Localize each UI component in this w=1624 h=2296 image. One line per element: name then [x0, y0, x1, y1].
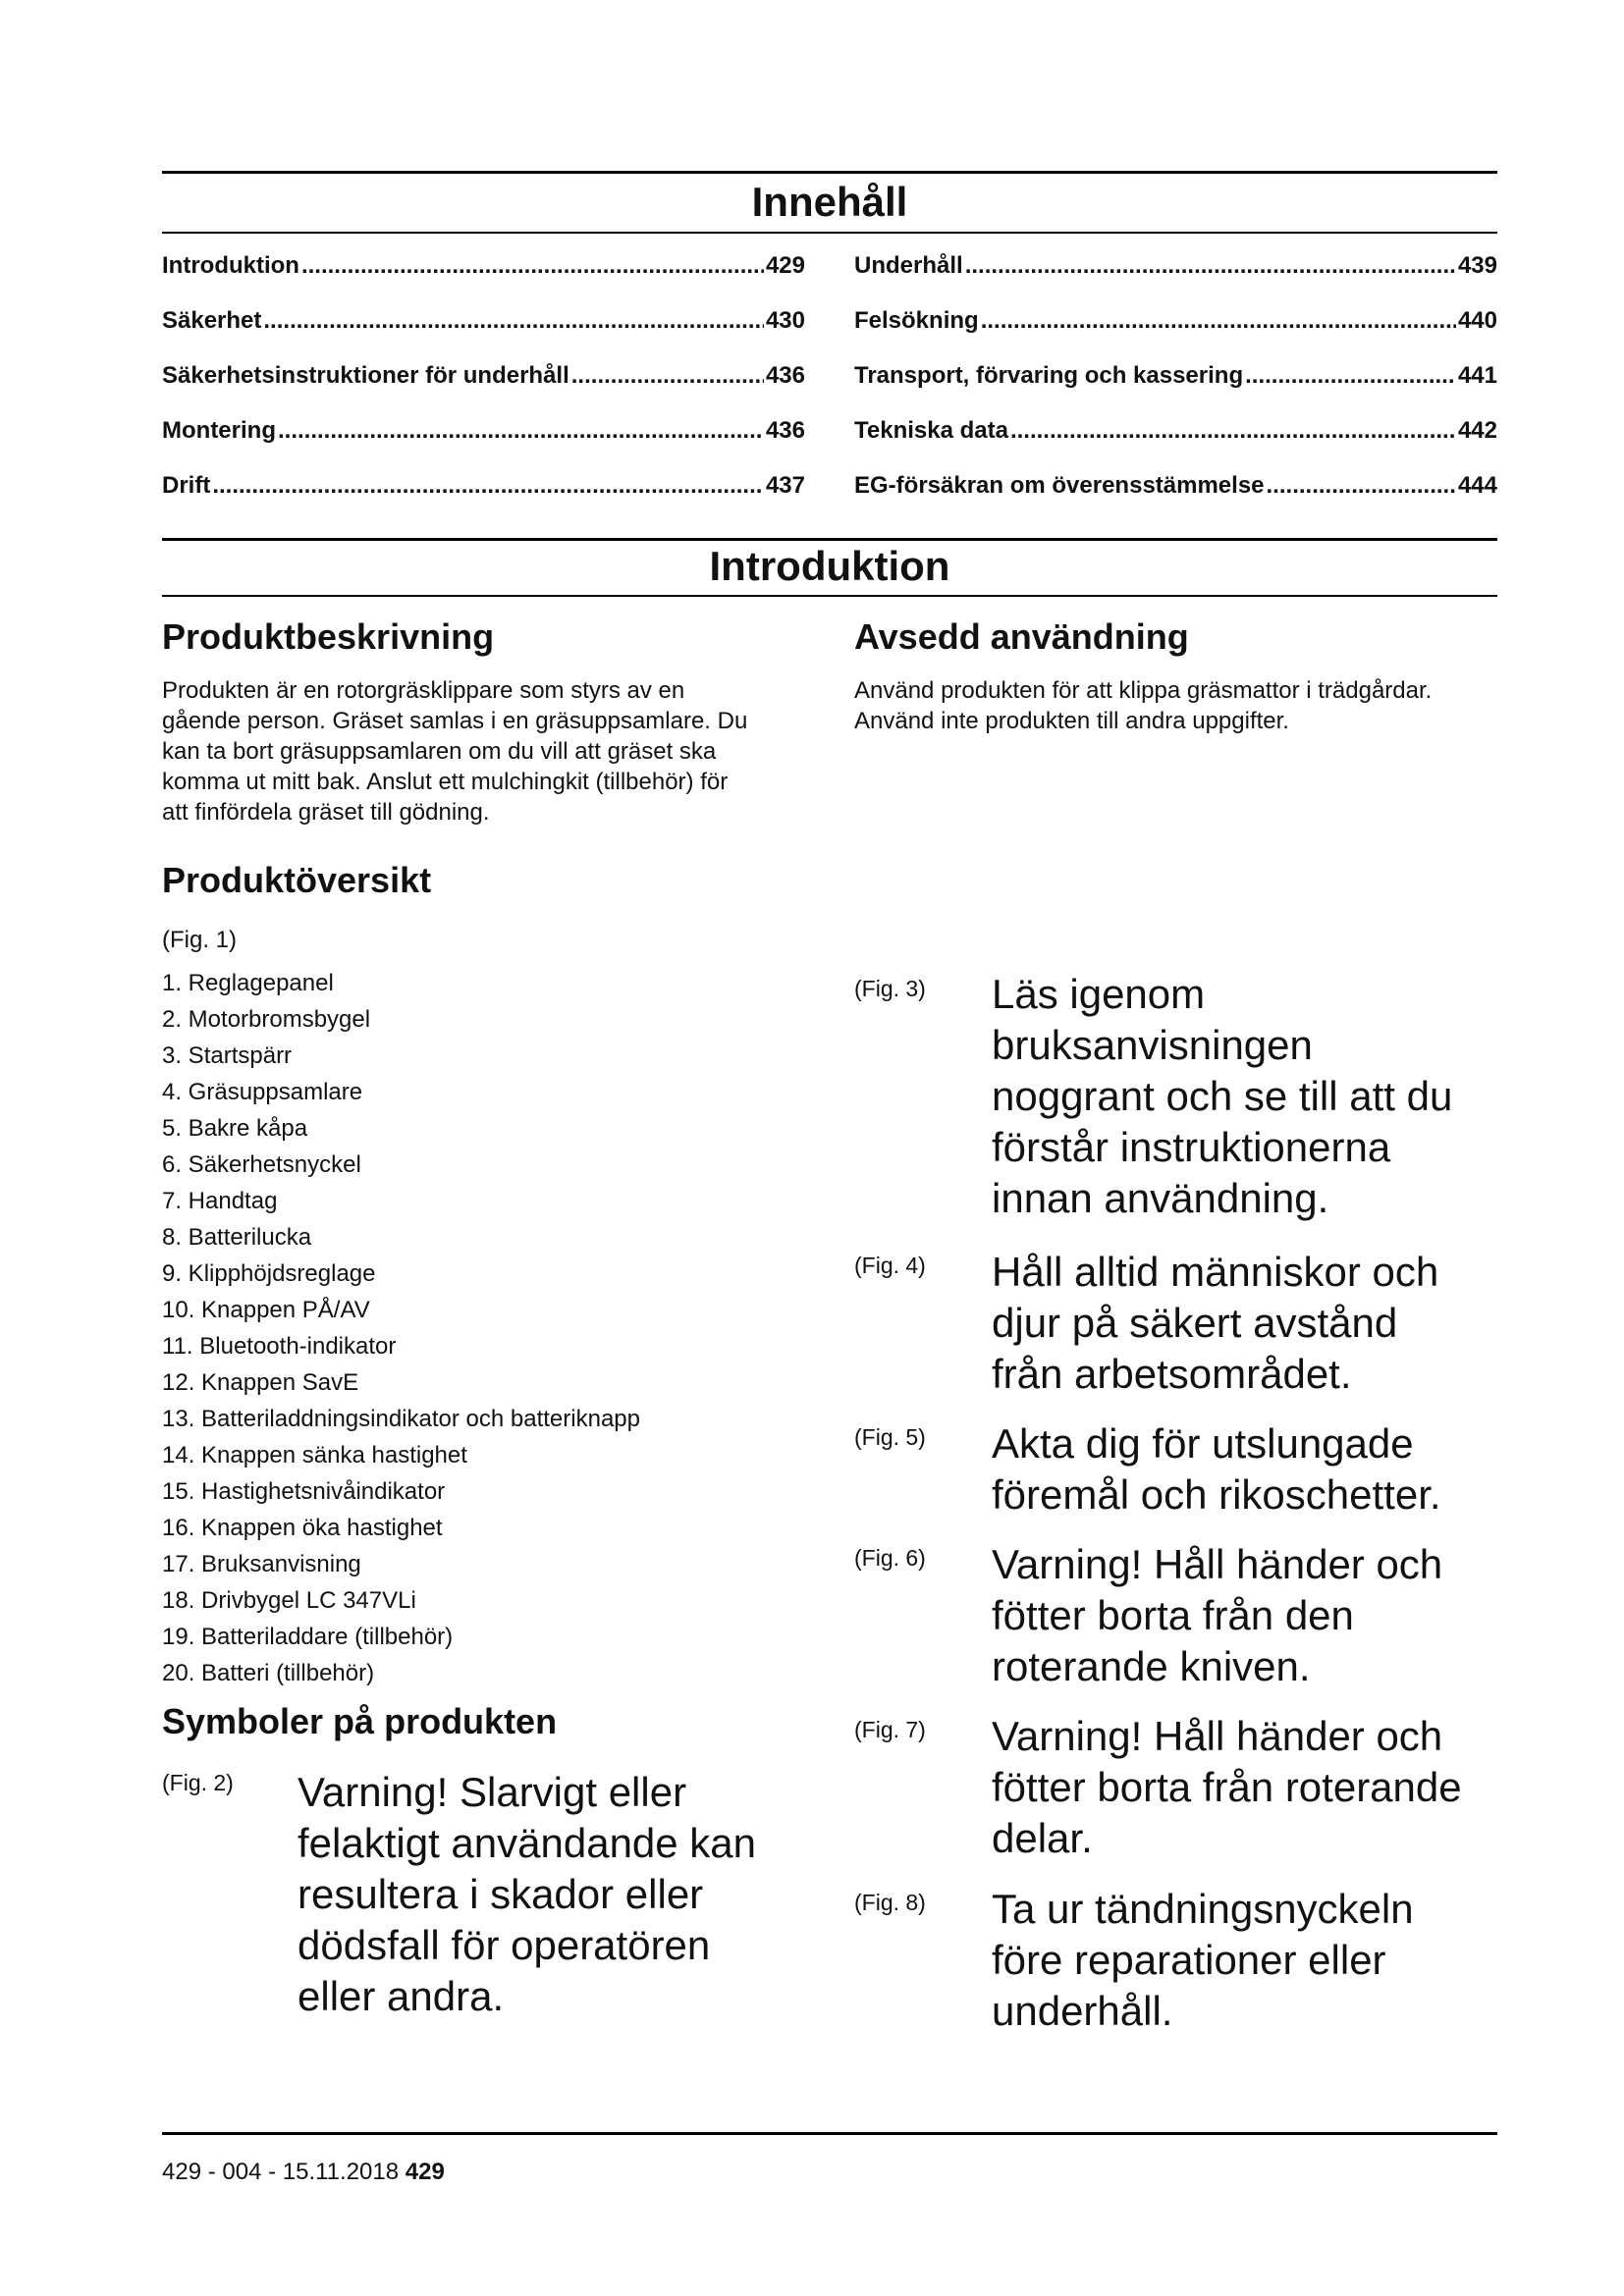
symbol-description: Varning! Håll händer och fötter borta från den roterande kniven.	[992, 1541, 1443, 1689]
list-item: 6. Säkerhetsnyckel	[162, 1151, 361, 1178]
list-item: 13. Batteriladdningsindikator och batteriknapp	[162, 1406, 640, 1432]
toc-entry[interactable]: Säkerhet ..... 430	[162, 307, 805, 335]
symbol-description: Varning! Slarvigt eller felaktigt användande kan resultera i skador eller dödsfall för operatören eller andra.	[298, 1769, 757, 2019]
toc-entry[interactable]: Transport, förvaring och kassering ..... 441	[854, 362, 1497, 390]
page-footer: 429 - 004 - 15.11.2018 429	[162, 2159, 445, 2185]
list-item: 8. Batterilucka	[162, 1224, 312, 1251]
section-rule	[162, 538, 1497, 541]
list-item: 4. Gräsuppsamlare	[162, 1079, 363, 1105]
list-item: 10. Knappen PÅ/AV	[162, 1297, 370, 1323]
list-item: 14. Knappen sänka hastighet	[162, 1442, 467, 1468]
fig-reference: (Fig. 5)	[854, 1424, 926, 1450]
heading-avsedd-anvandning: Avsedd användning	[854, 616, 1189, 657]
list-item: 17. Bruksanvisning	[162, 1551, 361, 1577]
section-title: Introduktion	[709, 543, 950, 589]
produktbeskrivning-text: Produkten är en rotorgräsklippare som styrs av en gående person. Gräset samlas i en gräsuppsamlare. Du kan ta bort gräsuppsamlaren om du vill att gräset ska komma ut mitt bak. Anslut ett mulchingkit (tillbehör) för att finfördela gräset till gödning.	[162, 677, 748, 826]
list-item: 11. Bluetooth-indikator	[162, 1333, 397, 1360]
avsedd-text: Använd produkten för att klippa gräsmattor i trädgårdar. Använd inte produkten till andra uppgifter.	[854, 677, 1433, 734]
heading-produktbeskrivning: Produktbeskrivning	[162, 616, 495, 657]
toc-entry[interactable]: Montering ..... 436	[162, 417, 805, 445]
top-rule	[162, 171, 1497, 174]
list-item: 1. Reglagepanel	[162, 970, 334, 996]
toc-entry[interactable]: Drift ..... 437	[162, 472, 805, 500]
toc-title-rule	[162, 232, 1497, 234]
list-item: 16. Knappen öka hastighet	[162, 1515, 443, 1541]
fig-reference: (Fig. 4)	[854, 1253, 926, 1278]
heading-symboler: Symboler på produkten	[162, 1701, 558, 1741]
footer-rule	[162, 2132, 1497, 2135]
product-overview-list	[162, 965, 640, 1691]
section-title-rule	[162, 595, 1497, 597]
symbol-description: Läs igenom bruksanvisningen noggrant och se till att du förstår instruktionerna innan användning.	[992, 971, 1453, 1221]
fig-reference: (Fig. 8)	[854, 1890, 926, 1915]
fig-reference: (Fig. 3)	[854, 976, 926, 1001]
symbol-description: Varning! Håll händer och fötter borta från roterande delar.	[992, 1713, 1462, 1861]
symbol-description: Ta ur tändningsnyckeln före reparationer eller underhåll.	[992, 1886, 1414, 2034]
toc-entry[interactable]: Underhåll ..... 439	[854, 252, 1497, 280]
fig-reference: (Fig. 6)	[854, 1545, 926, 1571]
page-number: 429	[405, 2159, 445, 2185]
toc-entry[interactable]: Introduktion ..... 429	[162, 252, 805, 280]
fig-reference: (Fig. 2)	[162, 1770, 234, 1795]
toc-entry[interactable]: EG-försäkran om överensstämmelse ..... 444	[854, 472, 1497, 500]
toc-entry[interactable]: Tekniska data ..... 442	[854, 417, 1497, 445]
symbol-description: Akta dig för utslungade föremål och rikoschetter.	[992, 1420, 1441, 1518]
list-item: 15. Hastighetsnivåindikator	[162, 1478, 446, 1505]
list-item: 20. Batteri (tillbehör)	[162, 1660, 375, 1686]
list-item: 2. Motorbromsbygel	[162, 1006, 371, 1033]
list-item: 7. Handtag	[162, 1188, 278, 1214]
toc-entry[interactable]: Felsökning ..... 440	[854, 307, 1497, 335]
list-item: 5. Bakre kåpa	[162, 1115, 308, 1142]
heading-produktoversikt: Produktöversikt	[162, 860, 432, 900]
list-item: 19. Batteriladdare (tillbehör)	[162, 1624, 454, 1650]
list-item: 18. Drivbygel LC 347VLi	[162, 1587, 416, 1614]
list-item: 12. Knappen SavE	[162, 1369, 359, 1396]
list-item: 3. Startspärr	[162, 1042, 293, 1069]
toc-entry[interactable]: Säkerhetsinstruktioner för underhåll ..... 436	[162, 362, 805, 390]
toc-title: Innehåll	[751, 179, 908, 225]
fig-reference: (Fig. 1)	[162, 927, 238, 953]
symbol-description: Håll alltid människor och djur på säkert avstånd från arbetsområdet.	[992, 1249, 1439, 1397]
fig-reference: (Fig. 7)	[854, 1717, 926, 1742]
list-item: 9. Klipphöjdsreglage	[162, 1260, 376, 1287]
